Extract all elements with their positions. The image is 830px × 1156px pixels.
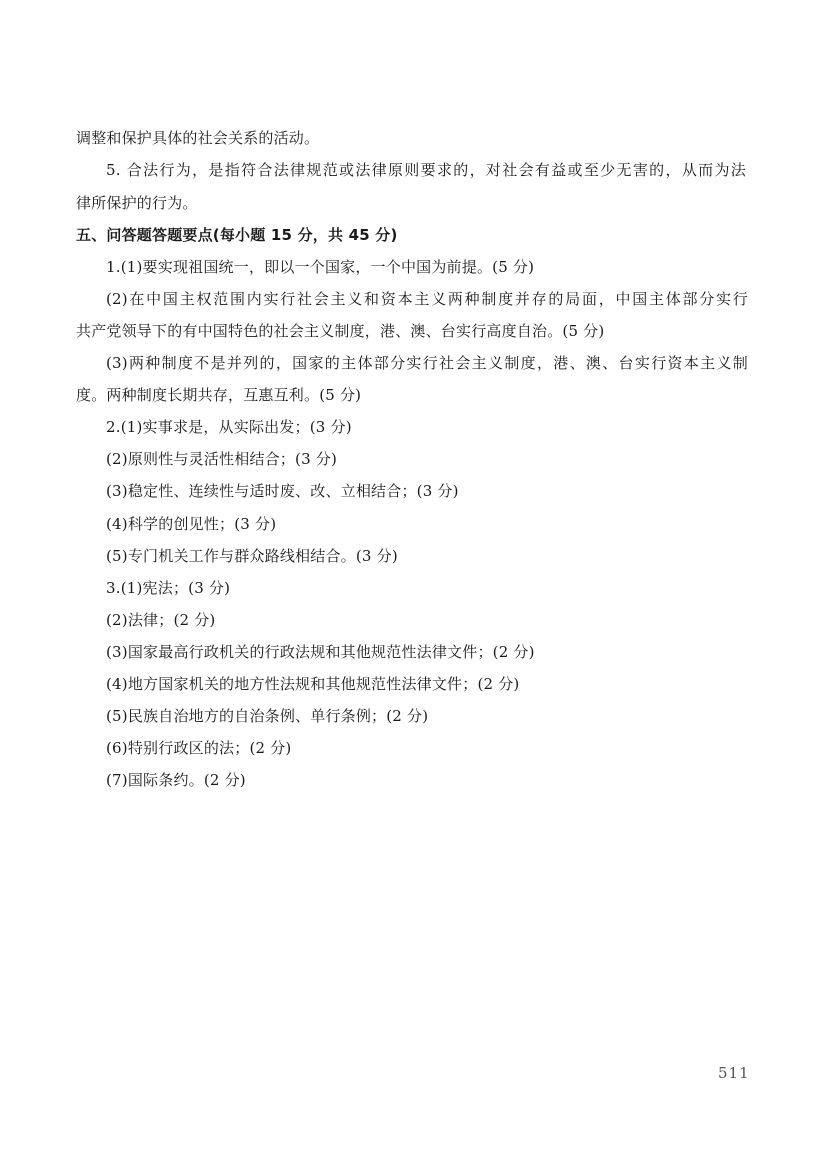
paragraph-line: 5. 合法行为，是指符合法律规范或法律原则要求的，对社会有益或至少无害的，从而为法 [106, 161, 746, 179]
answer-item: (4)地方国家机关的地方性法规和其他规范性法律文件；(2 分) [106, 675, 520, 693]
answer-item-continuation: 共产党领导下的有中国特色的社会主义制度，港、澳、台实行高度自治。(5 分) [76, 322, 605, 340]
paragraph-line: 律所保护的行为。 [76, 194, 198, 212]
answer-item: 2.(1)实事求是，从实际出发；(3 分) [106, 418, 352, 436]
answer-item: (3)稳定性、连续性与适时废、改、立相结合；(3 分) [106, 482, 459, 500]
answer-item: (4)科学的创见性；(3 分) [106, 515, 277, 533]
answer-item: (5)民族自治地方的自治条例、单行条例；(2 分) [106, 707, 429, 725]
answer-item: (2)在中国主权范围内实行社会主义和资本主义两种制度并存的局面，中国主体部分实行 [106, 290, 748, 308]
answer-item-continuation: 度。两种制度长期共存，互惠互利。(5 分) [76, 386, 362, 404]
answer-item: (3)国家最高行政机关的行政法规和其他规范性法律文件；(2 分) [106, 643, 535, 661]
answer-item: 3.(1)宪法；(3 分) [106, 579, 231, 597]
answer-item: (2)法律；(2 分) [106, 611, 216, 629]
page-number: 511 [718, 1064, 750, 1082]
paragraph-line: 调整和保护具体的社会关系的活动。 [76, 129, 320, 147]
answer-item: (5)专门机关工作与群众路线相结合。(3 分) [106, 547, 398, 565]
answer-item: (2)原则性与灵活性相结合；(3 分) [106, 450, 338, 468]
answer-item: 1.(1)要实现祖国统一，即以一个国家，一个中国为前提。(5 分) [106, 258, 535, 276]
answer-item: (6)特别行政区的法；(2 分) [106, 739, 292, 757]
answer-item: (3)两种制度不是并列的，国家的主体部分实行社会主义制度，港、澳、台实行资本主义制 [106, 354, 748, 372]
answer-item: (7)国际条约。(2 分) [106, 771, 246, 789]
section-heading: 五、问答题答题要点(每小题 15 分，共 45 分) [76, 226, 398, 244]
